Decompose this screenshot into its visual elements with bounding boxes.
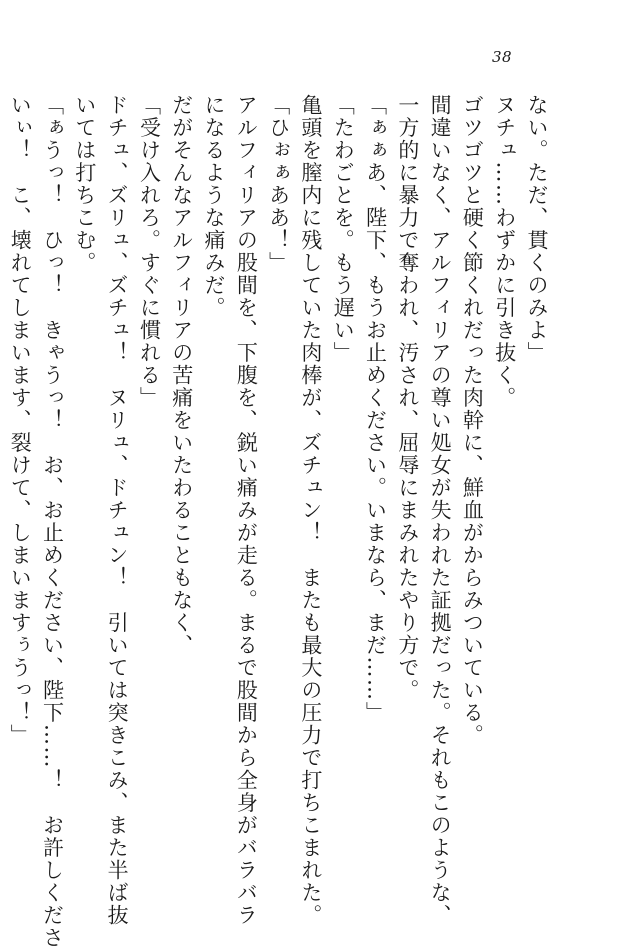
text-line: ない。ただ、貫くのみよ」 bbox=[525, 94, 549, 364]
novel-body-text bbox=[4, 94, 553, 949]
page-number: 38 bbox=[492, 48, 513, 66]
text-line: いては打ちこむ。 bbox=[72, 94, 97, 274]
text-line: いぃ！ こ、壊れてしまいます、裂けて、しまいますぅうっ！」 bbox=[8, 94, 33, 747]
text-line: アルフィリアの股間を、下腹を、鋭い痛みが走る。まるで股間から全身がバラバラ bbox=[234, 94, 259, 927]
text-line: になるような痛みだ。 bbox=[202, 94, 227, 319]
text-line: ヌチュ……わずかに引き抜く。 bbox=[492, 94, 517, 409]
text-line: 亀頭を膣内に残していた肉棒が、ズチュン！ またも最大の圧力で打ちこまれた。 bbox=[298, 94, 323, 927]
text-line: 一方的に暴力で奪われ、汚され、屈辱にまみれたやり方で。 bbox=[395, 94, 420, 702]
text-line: 「ぁぁあ、陛下、もうお止めください。いまなら、まだ……」 bbox=[363, 94, 388, 724]
text-line: 「たわごとを。もう遅い」 bbox=[331, 94, 356, 364]
text-line: だがそんなアルフィリアの苦痛をいたわることもなく、 bbox=[169, 94, 194, 657]
text-line: 間違いなく、アルフィリアの尊い処女が失われた証拠だった。それもこのような、 bbox=[428, 94, 453, 927]
text-line: 「受け入れろ。すぐに慣れる」 bbox=[137, 94, 162, 409]
text-line: ゴツゴツと硬く節くれだった肉幹に、鮮血がからみついている。 bbox=[460, 94, 485, 747]
text-line: 「ひぉぁああ！」 bbox=[266, 94, 291, 274]
text-line: 「ぁうっ！ ひっ！ きゃうっ！ お、お止めください、陛下……！ お許しくださ bbox=[40, 94, 65, 949]
text-line: ドチュ、ズリュ、ズチュ！ ヌリュ、ドチュン！ 引いては突きこみ、また半ば抜 bbox=[105, 94, 130, 927]
